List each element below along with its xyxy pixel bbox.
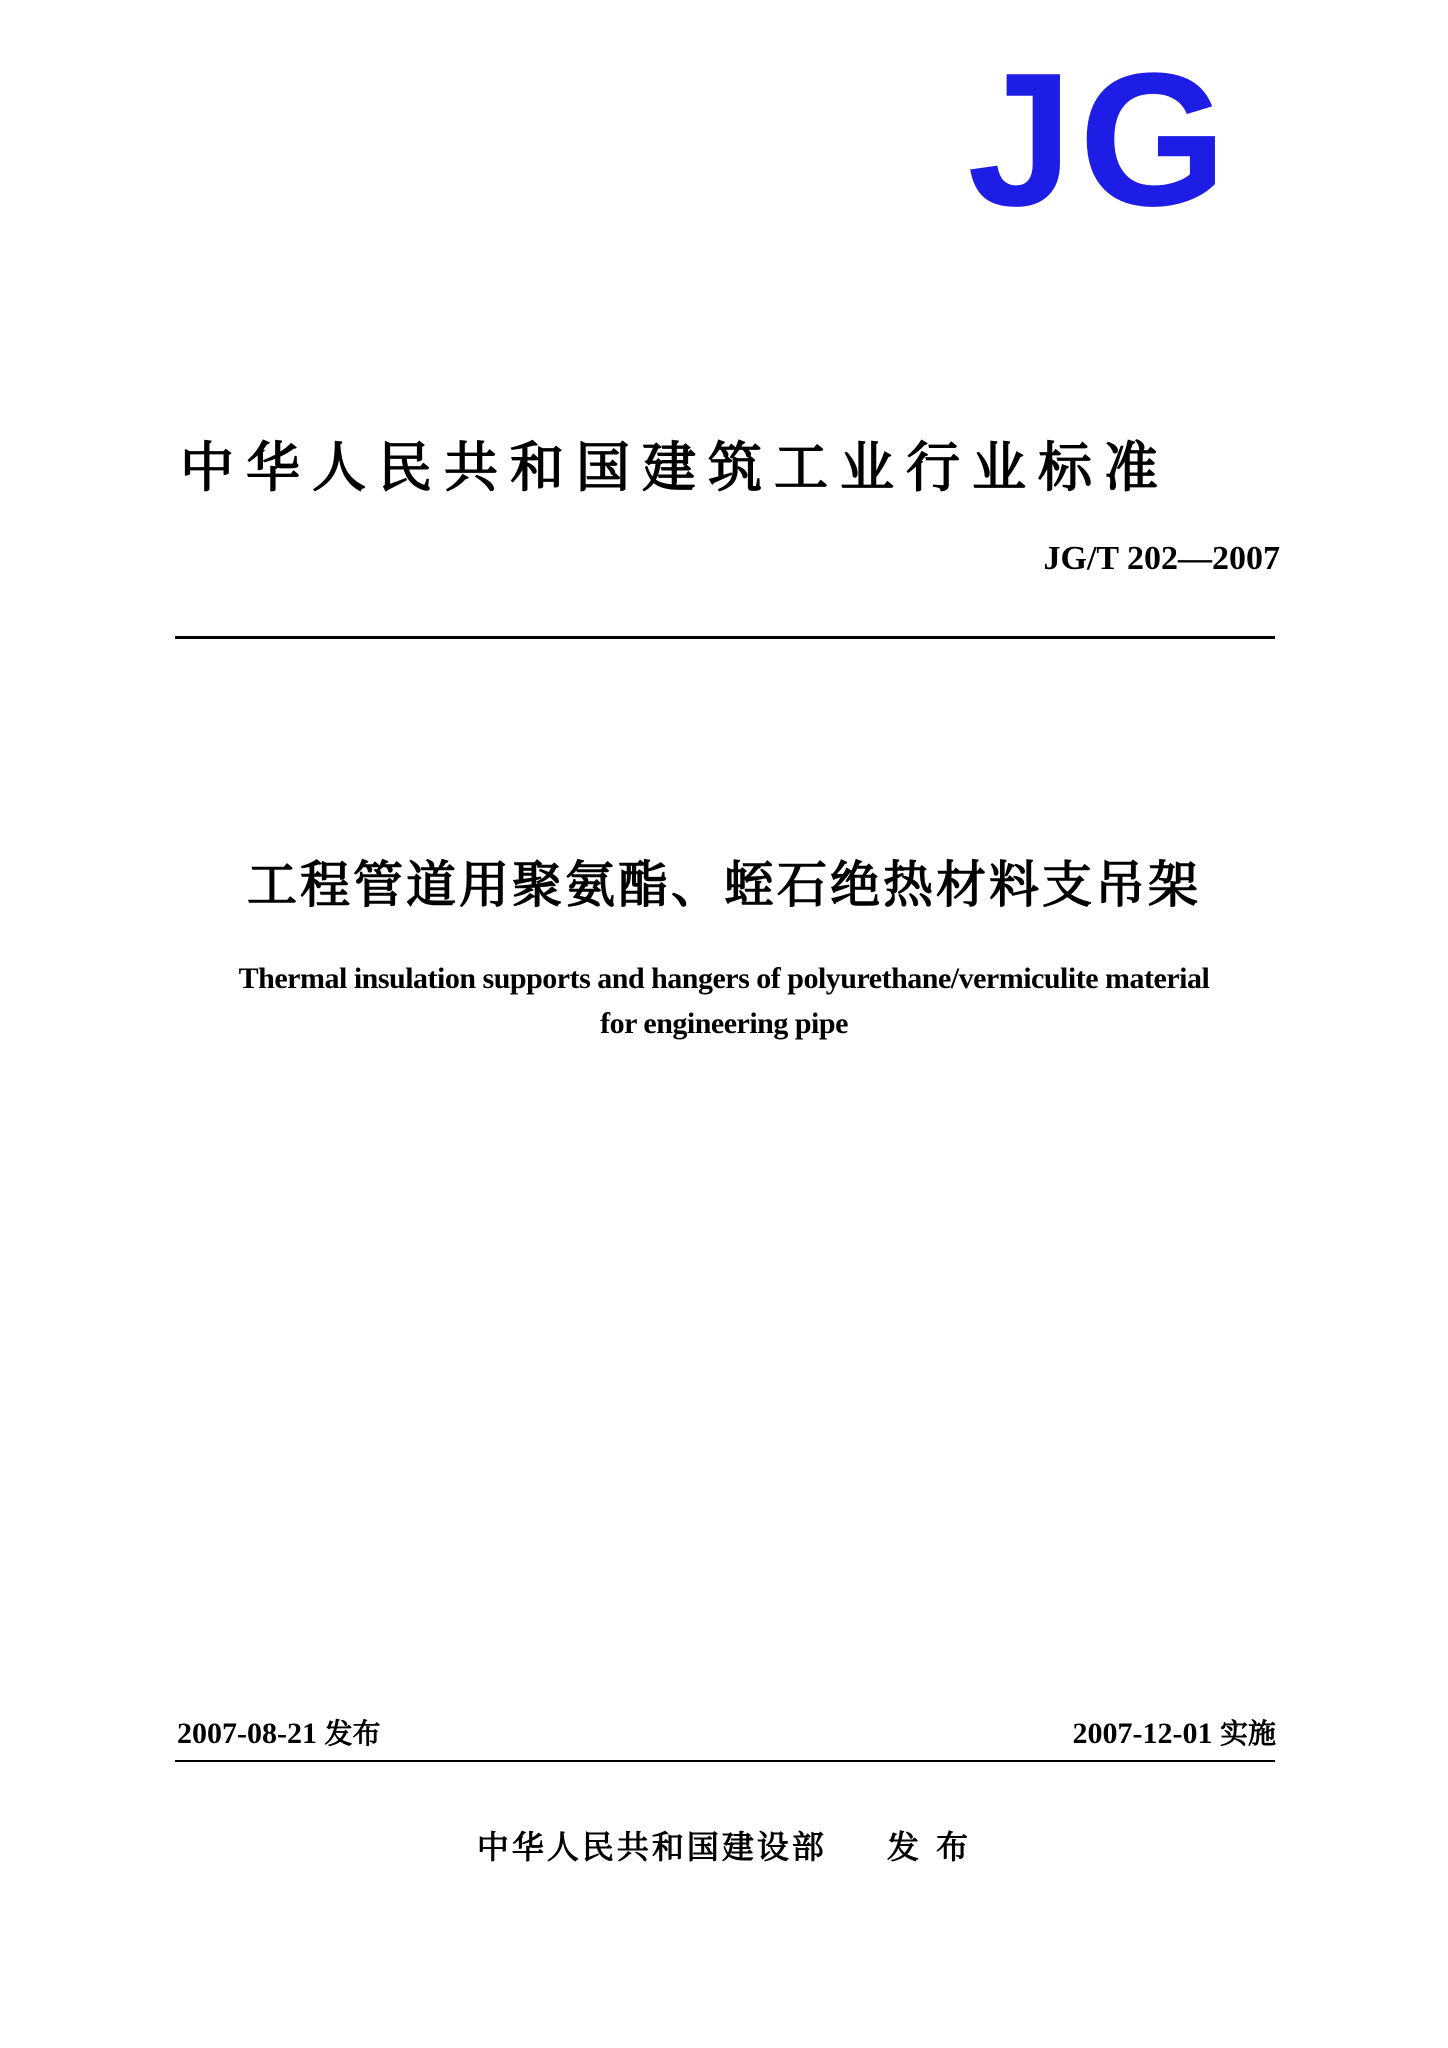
implement-date-label: 实施 [1219, 1717, 1276, 1750]
standard-code: JG/T 202—2007 [1043, 540, 1280, 577]
implement-date [1073, 1712, 1277, 1752]
implement-date-value: 2007-12-01 [1072, 1717, 1213, 1750]
issue-date-value: 2007-08-21 [177, 1717, 317, 1750]
publisher-action: 发 布 [886, 1828, 972, 1866]
standard-category: 中华人民共和国建筑工业行业标准 [180, 436, 1170, 499]
publisher-name: 中华人民共和国建设部 [476, 1828, 827, 1866]
issue-date [177, 1712, 381, 1752]
title-chinese: 工程管道用聚氨酯、蛭石绝热材料支吊架 [247, 856, 1201, 914]
jg-logo: JG [967, 34, 1233, 246]
bottom-divider [175, 1760, 1275, 1762]
publisher [0, 1822, 1448, 1868]
top-divider [175, 636, 1275, 639]
issue-date-label: 发布 [324, 1717, 381, 1750]
title-english-line2: for engineering pipe [600, 1007, 848, 1040]
title-english-line1: Thermal insulation supports and hangers of polyurethane/vermiculite material [238, 962, 1210, 995]
